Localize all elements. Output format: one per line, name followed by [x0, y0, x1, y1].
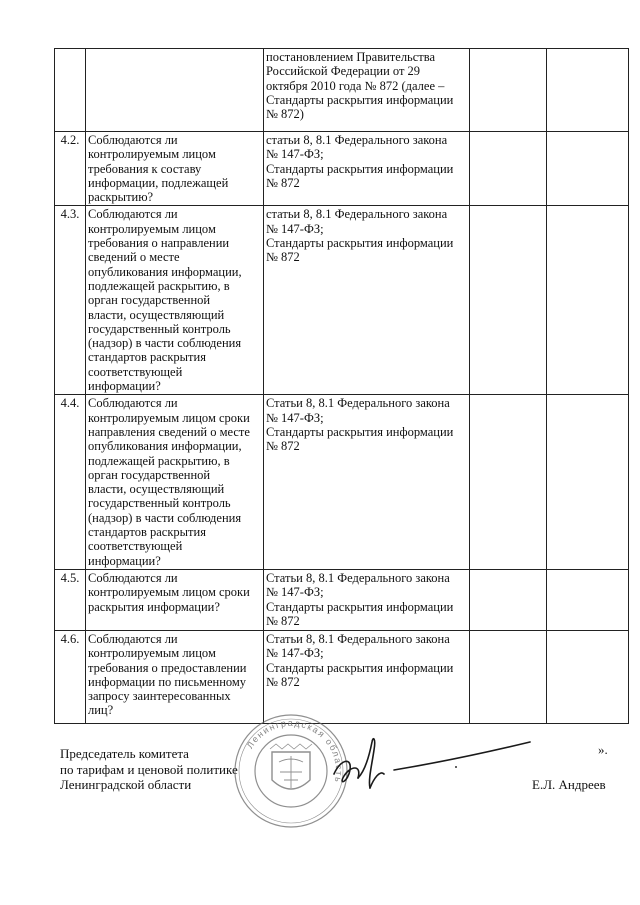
row-note-cell: [547, 395, 629, 570]
row-note-cell: [547, 206, 629, 395]
row-note-cell: [547, 49, 629, 132]
row-reference: статьи 8, 8.1 Федерального закона № 147-ФЗ; Стандарты раскрытия информации № 872: [264, 132, 470, 206]
table-row: [55, 630, 629, 723]
row-question: Соблюдаются ли контролируемым лицом требования о направлении сведений о месте опубликования информации, подлежащей раскрытию, в орган государственной власти, осуществляющий государственный контроль (надзор) в части соблюдения стандартов раскрытия соответствующей информации?: [86, 206, 264, 395]
row-question: [86, 49, 264, 132]
row-number: 4.5.: [55, 569, 86, 630]
ink-dot: [455, 766, 457, 768]
row-reference: Статьи 8, 8.1 Федерального закона № 147-ФЗ; Стандарты раскрытия информации № 872: [264, 395, 470, 570]
row-answer-cell: [470, 569, 547, 630]
row-answer-cell: [470, 630, 547, 723]
row-answer-cell: [470, 49, 547, 132]
table-row: [55, 395, 629, 570]
row-question: Соблюдаются ли контролируемым лицом требования о предоставлении информации по письменному запросу заинтересованных лиц?: [86, 630, 264, 723]
row-number: 4.6.: [55, 630, 86, 723]
row-answer-cell: [470, 395, 547, 570]
closing-quote-mark: ».: [598, 742, 608, 757]
signatory-name: Е.Л. Андреев: [532, 777, 606, 792]
row-number: 4.3.: [55, 206, 86, 395]
row-reference: Статьи 8, 8.1 Федерального закона № 147-ФЗ; Стандарты раскрытия информации № 872: [264, 569, 470, 630]
row-number: [55, 49, 86, 132]
row-note-cell: [547, 569, 629, 630]
row-number: 4.2.: [55, 132, 86, 206]
row-number: 4.4.: [55, 395, 86, 570]
inspection-checklist-table: [54, 48, 629, 724]
handwritten-signature: [330, 730, 540, 800]
row-reference: Статьи 8, 8.1 Федерального закона № 147-ФЗ; Стандарты раскрытия информации № 872: [264, 630, 470, 723]
row-question: Соблюдаются ли контролируемым лицом сроки раскрытия информации?: [86, 569, 264, 630]
row-question: Соблюдаются ли контролируемым лицом сроки направления сведений о месте опубликования информации, подлежащей раскрытию, в орган государственной власти, осуществляющий государственный контроль (надзор) в части соблюдения стандартов раскрытия соответствующей информации?: [86, 395, 264, 570]
table-row: [55, 49, 629, 132]
row-reference: статьи 8, 8.1 Федерального закона № 147-ФЗ; Стандарты раскрытия информации № 872: [264, 206, 470, 395]
table-row: [55, 206, 629, 395]
row-answer-cell: [470, 206, 547, 395]
row-answer-cell: [470, 132, 547, 206]
signatory-title: Председатель комитета по тарифам и ценовой политике Ленинградской области: [60, 746, 238, 792]
row-question: Соблюдаются ли контролируемым лицом требования к составу информации, подлежащей раскрытию?: [86, 132, 264, 206]
row-note-cell: [547, 630, 629, 723]
table-row: [55, 569, 629, 630]
row-reference: постановлением Правительства Российской Федерации от 29 октября 2010 года № 872 (далее – Стандарты раскрытия информации № 872): [264, 49, 470, 132]
table-row: [55, 132, 629, 206]
row-note-cell: [547, 132, 629, 206]
seal-text: Ленинградская область: [244, 717, 345, 785]
